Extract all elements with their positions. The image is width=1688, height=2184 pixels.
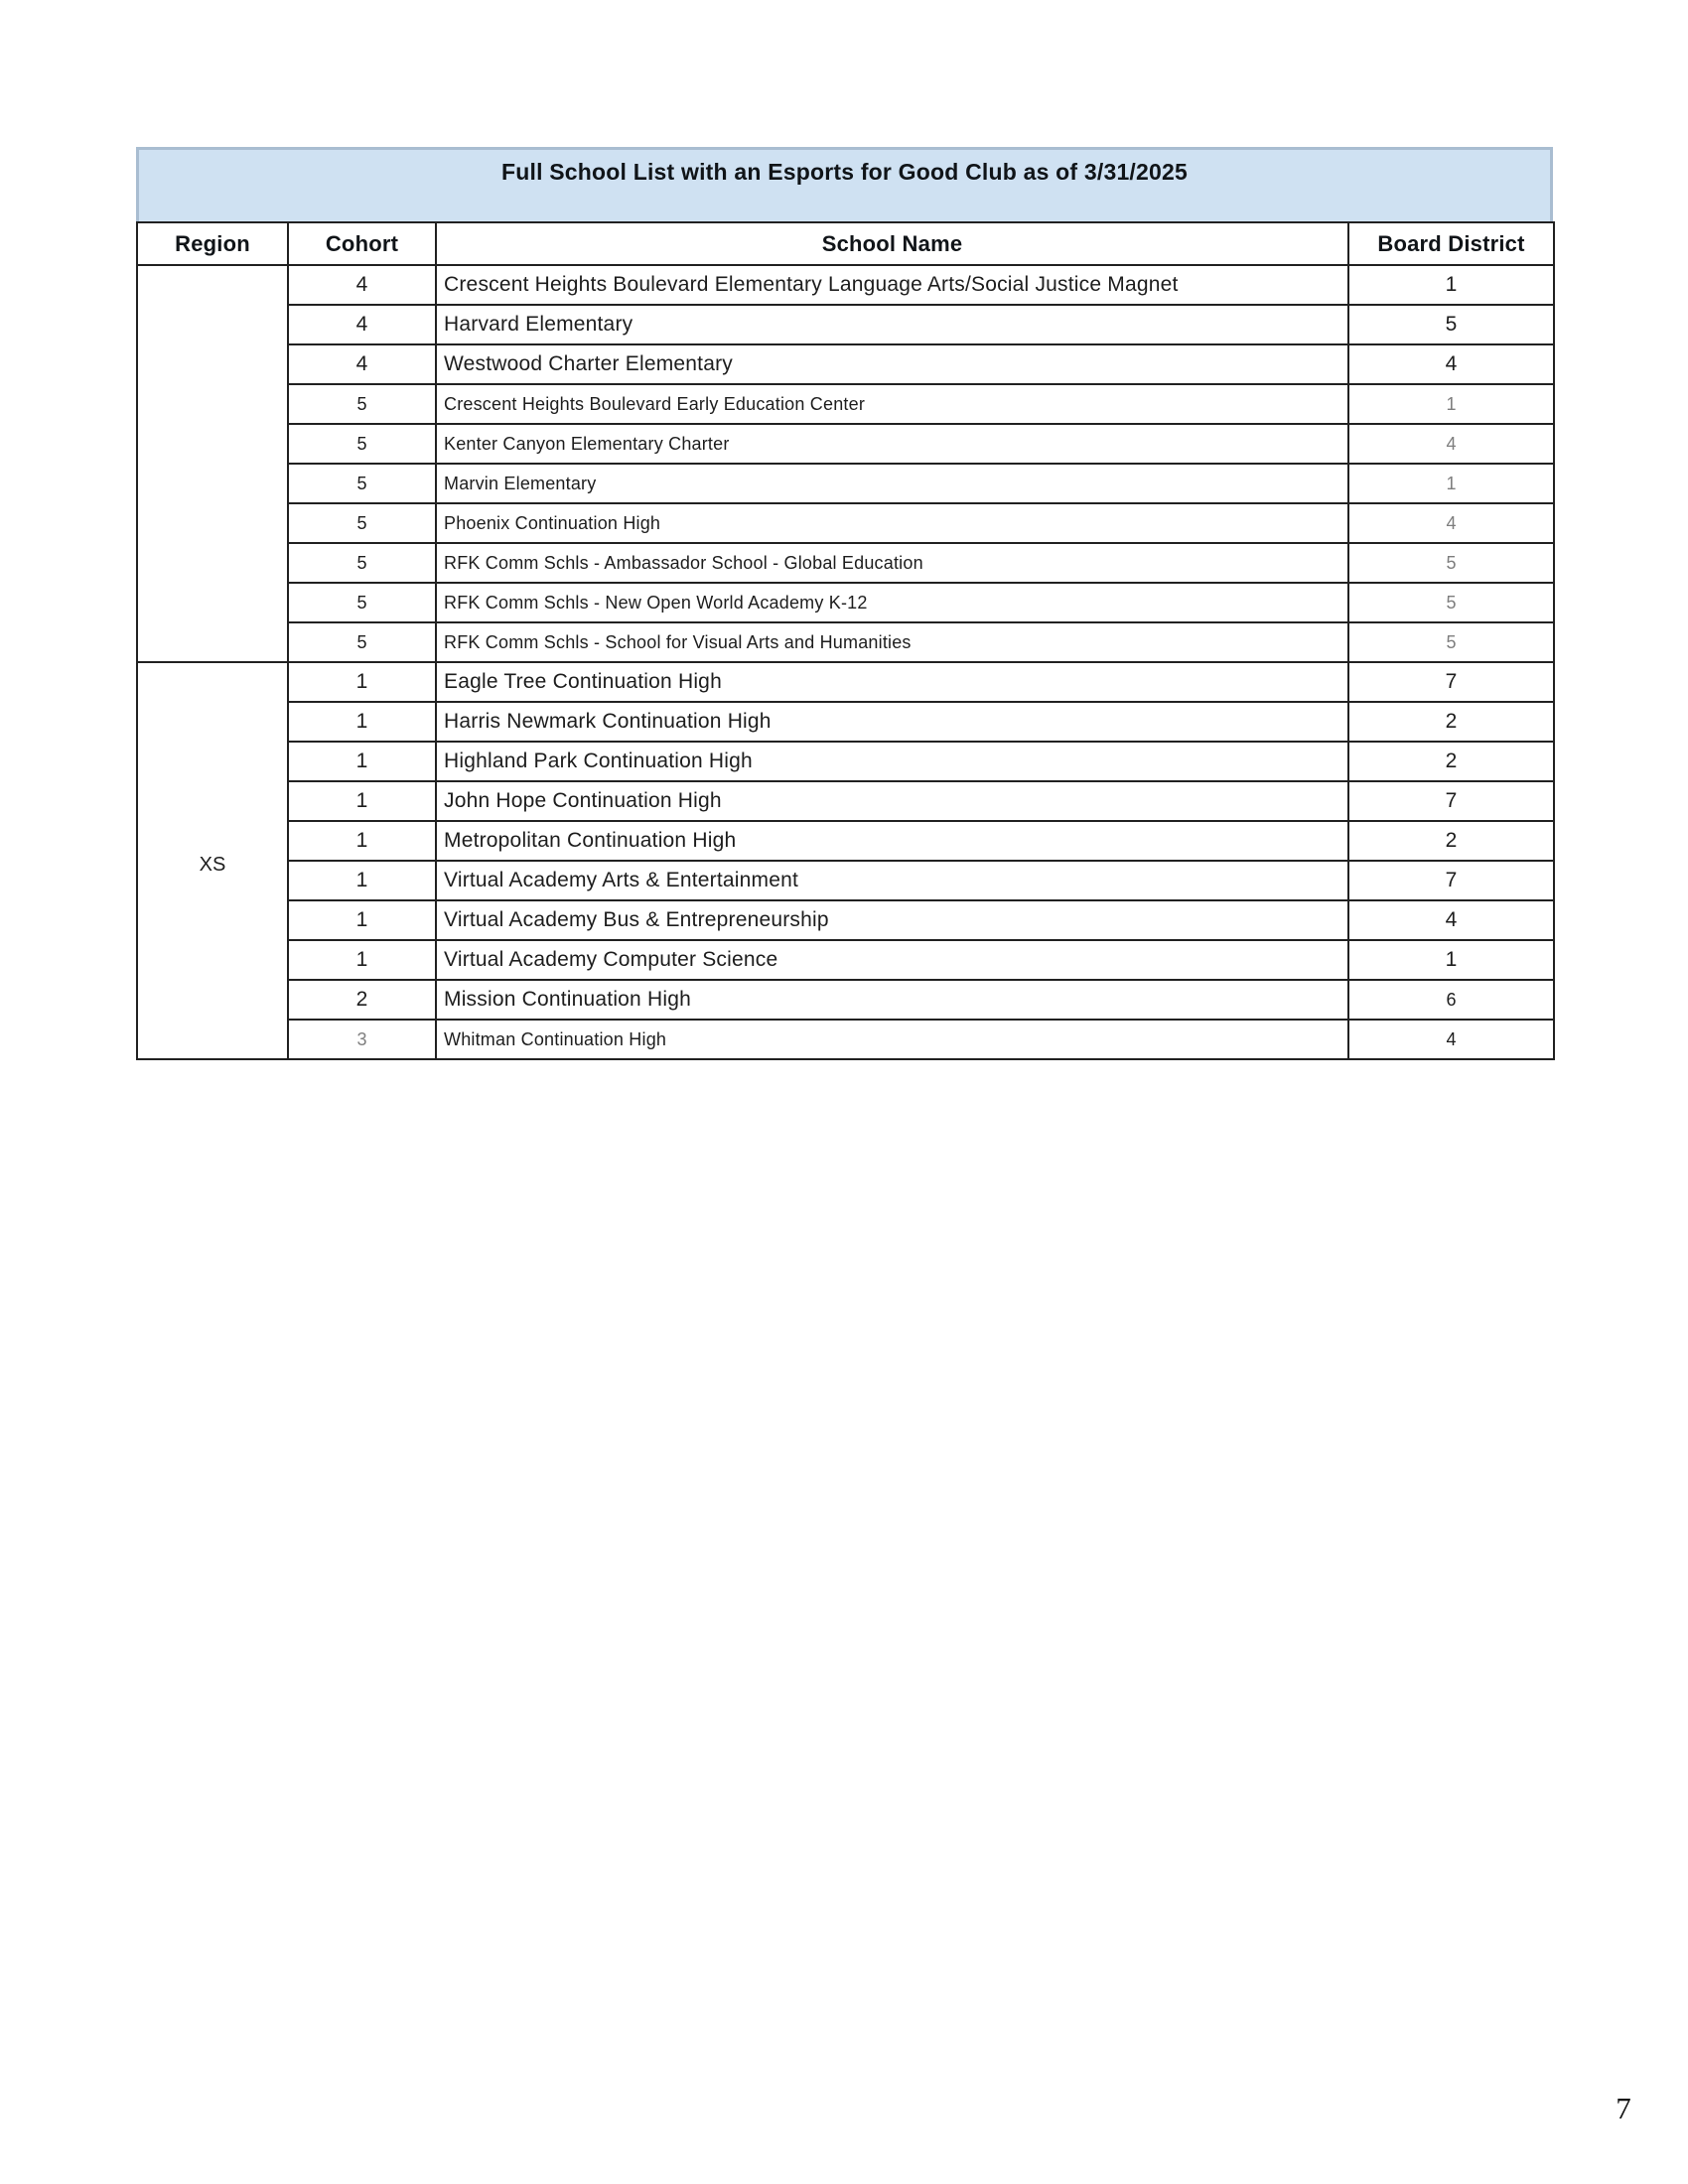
table-row: [137, 344, 1554, 384]
table-row: [137, 583, 1554, 622]
region-cell: XS: [137, 662, 288, 1059]
cohort-cell: 4: [288, 344, 436, 384]
table-row: [137, 424, 1554, 464]
table-row: [137, 503, 1554, 543]
cohort-cell: 5: [288, 464, 436, 503]
table-row: [137, 265, 1554, 305]
school-name-cell: Marvin Elementary: [436, 464, 1348, 503]
board-district-cell: 1: [1348, 265, 1554, 305]
cohort-cell: 5: [288, 543, 436, 583]
table-row: [137, 861, 1554, 900]
board-district-cell: 5: [1348, 543, 1554, 583]
region-cell: [137, 265, 288, 662]
school-name-cell: Kenter Canyon Elementary Charter: [436, 424, 1348, 464]
school-name-cell: Highland Park Continuation High: [436, 742, 1348, 781]
table-row: [137, 980, 1554, 1020]
table-row: [137, 781, 1554, 821]
cohort-cell: 4: [288, 265, 436, 305]
table-row: [137, 742, 1554, 781]
school-name-cell: RFK Comm Schls - Ambassador School - Global Education: [436, 543, 1348, 583]
cohort-cell: 1: [288, 821, 436, 861]
board-district-cell: 1: [1348, 384, 1554, 424]
board-district-cell: 4: [1348, 900, 1554, 940]
column-header-region: Region: [137, 222, 288, 265]
table-row: [137, 821, 1554, 861]
cohort-cell: 1: [288, 940, 436, 980]
table-row: [137, 543, 1554, 583]
school-name-cell: Virtual Academy Computer Science: [436, 940, 1348, 980]
table-row: [137, 702, 1554, 742]
page-number: 7: [1616, 2091, 1631, 2125]
school-name-cell: Westwood Charter Elementary: [436, 344, 1348, 384]
cohort-cell: 1: [288, 781, 436, 821]
board-district-cell: 5: [1348, 622, 1554, 662]
board-district-cell: 4: [1348, 1020, 1554, 1059]
board-district-cell: 4: [1348, 424, 1554, 464]
school-name-cell: Harvard Elementary: [436, 305, 1348, 344]
board-district-cell: 1: [1348, 940, 1554, 980]
cohort-cell: 4: [288, 305, 436, 344]
column-header-board-district: Board District: [1348, 222, 1554, 265]
board-district-cell: 5: [1348, 305, 1554, 344]
cohort-cell: 5: [288, 384, 436, 424]
cohort-cell: 2: [288, 980, 436, 1020]
board-district-cell: 5: [1348, 583, 1554, 622]
board-district-cell: 2: [1348, 742, 1554, 781]
cohort-cell: 5: [288, 424, 436, 464]
board-district-cell: 1: [1348, 464, 1554, 503]
cohort-cell: 1: [288, 662, 436, 702]
school-name-cell: Phoenix Continuation High: [436, 503, 1348, 543]
column-header-cohort: Cohort: [288, 222, 436, 265]
cohort-cell: 1: [288, 900, 436, 940]
header-row: [137, 222, 1554, 265]
cohort-cell: 5: [288, 583, 436, 622]
school-name-cell: John Hope Continuation High: [436, 781, 1348, 821]
cohort-cell: 3: [288, 1020, 436, 1059]
school-name-cell: Harris Newmark Continuation High: [436, 702, 1348, 742]
school-name-cell: RFK Comm Schls - New Open World Academy K-12: [436, 583, 1348, 622]
school-name-cell: Crescent Heights Boulevard Elementary Language Arts/Social Justice Magnet: [436, 265, 1348, 305]
board-district-cell: 2: [1348, 702, 1554, 742]
cohort-cell: 1: [288, 742, 436, 781]
school-name-cell: Crescent Heights Boulevard Early Education Center: [436, 384, 1348, 424]
table-row: [137, 940, 1554, 980]
cohort-cell: 1: [288, 861, 436, 900]
table-row: [137, 464, 1554, 503]
school-name-cell: Virtual Academy Bus & Entrepreneurship: [436, 900, 1348, 940]
column-header-school-name: School Name: [436, 222, 1348, 265]
school-name-cell: RFK Comm Schls - School for Visual Arts and Humanities: [436, 622, 1348, 662]
board-district-cell: 2: [1348, 821, 1554, 861]
school-name-cell: Eagle Tree Continuation High: [436, 662, 1348, 702]
board-district-cell: 7: [1348, 781, 1554, 821]
cohort-cell: 5: [288, 622, 436, 662]
table-row: [137, 900, 1554, 940]
school-name-cell: Whitman Continuation High: [436, 1020, 1348, 1059]
table-row: [137, 622, 1554, 662]
cohort-cell: 1: [288, 702, 436, 742]
school-name-cell: Virtual Academy Arts & Entertainment: [436, 861, 1348, 900]
table-row: [137, 1020, 1554, 1059]
table-row: [137, 305, 1554, 344]
board-district-cell: 4: [1348, 503, 1554, 543]
table-row: [137, 662, 1554, 702]
table-row: [137, 384, 1554, 424]
board-district-cell: 7: [1348, 861, 1554, 900]
table-title: Full School List with an Esports for Good Club as of 3/31/2025: [136, 147, 1553, 221]
board-district-cell: 4: [1348, 344, 1554, 384]
school-list-document: [136, 147, 1553, 1060]
board-district-cell: 6: [1348, 980, 1554, 1020]
board-district-cell: 7: [1348, 662, 1554, 702]
cohort-cell: 5: [288, 503, 436, 543]
school-name-cell: Metropolitan Continuation High: [436, 821, 1348, 861]
school-name-cell: Mission Continuation High: [436, 980, 1348, 1020]
school-table: [136, 221, 1555, 1060]
